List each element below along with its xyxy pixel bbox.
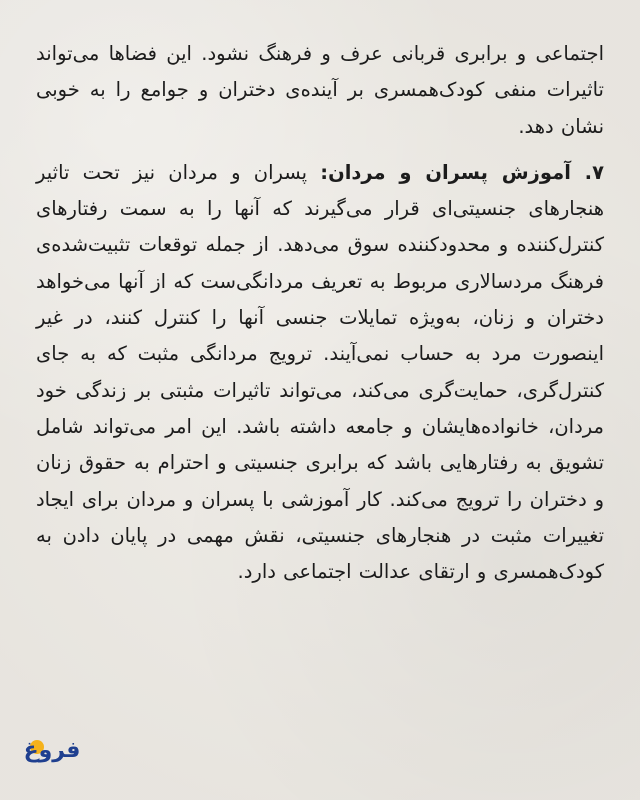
- paragraph-section-7: [36, 155, 604, 591]
- section-7-heading: ۷. آموزش پسران و مردان:: [320, 160, 605, 184]
- paragraph-intro: اجتماعی و برابری قربانی عرف و فرهنگ نشود. این فضاها می‌تواند تاثیرات منفی کودک‌همسری بر آینده‌ی دختران و جوامع را به خوبی نشان دهد.: [36, 42, 604, 138]
- brand-logo: [24, 734, 80, 766]
- section-7-body: پسران و مردان نیز تحت تاثیر هنجارهای جنسیتی‌ای قرار می‌گیرند که آنها را به سمت رفتارهای کنترل‌کننده و محدودکننده سوق می‌دهد. از جمله توقعات تثبیت‌شده‌ی فرهنگ مردسالاری مربوط به تعریف مردانگی‌ست که از آنها می‌خواهد دختران و زنان، به‌ویژه تمایلات جنسی آنها را کنترل کنند، در غیر اینصورت مرد به حساب نمی‌آیند. ترویج مردانگی مثبت که به جای کنترل‌گری، حمایت‌گری می‌کند، می‌تواند تاثیرات مثبتی بر زندگی خود مردان، خانواده‌هایشان و جامعه داشته باشد. این امر می‌تواند شامل تشویق به رفتارهایی باشد که برابری جنسیتی و احترام به حقوق زنان و دختران را ترویج می‌کند. کار آموزشی با پسران و مردان برای ایجاد تغییرات مثبت در هنجارهای جنسیتی، نقش مهمی در پایان دادن به کودک‌همسری و ارتقای عدالت اجتماعی دارد.: [36, 160, 604, 584]
- logo-text: فروغ: [23, 737, 81, 763]
- article-text: [36, 36, 604, 590]
